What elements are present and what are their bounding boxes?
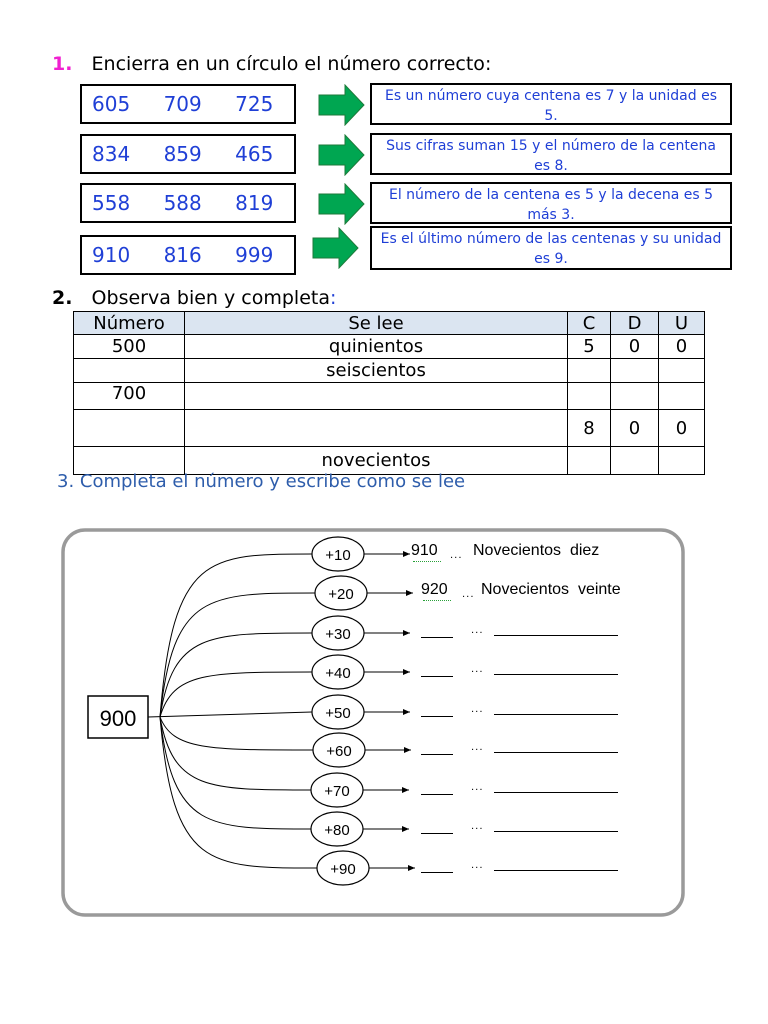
number-blank[interactable] — [421, 637, 453, 638]
answer-number: 910 — [411, 542, 438, 559]
clue-box: El número de la centena es 5 y la decena es 5 más 3. — [370, 182, 732, 224]
operation-label: +70 — [324, 783, 350, 800]
question-number: 1. — [52, 53, 73, 75]
dots: ... — [471, 782, 484, 793]
operation-label: +20 — [328, 586, 354, 603]
operation-label: +60 — [326, 743, 352, 760]
branch-line — [148, 712, 312, 717]
spell-underline — [413, 561, 441, 562]
words-blank[interactable] — [494, 870, 618, 871]
words-blank[interactable] — [494, 752, 618, 753]
table-cell: 5 — [568, 335, 611, 359]
question-text: Encierra en un círculo el número correcto — [91, 53, 485, 75]
table-cell: 0 — [659, 410, 705, 447]
words-blank[interactable] — [494, 792, 618, 793]
question-text: Observa bien y completa — [91, 287, 330, 309]
start-number: 900 — [99, 706, 137, 731]
number-blank[interactable] — [421, 872, 453, 873]
words-blank[interactable] — [494, 674, 618, 675]
table-cell: 0 — [611, 410, 659, 447]
number-blank[interactable] — [421, 833, 453, 834]
question-number: 2. — [52, 287, 73, 309]
table-cell: quinientos — [185, 335, 568, 359]
words-blank[interactable] — [494, 831, 618, 832]
table-cell: seiscientos — [185, 359, 568, 383]
clue-box: Es un número cuya centena es 7 y la unidad es 5. — [370, 83, 732, 125]
clue-box: Sus cifras suman 15 y el número de la centena es 8. — [370, 133, 732, 175]
operation-label: +80 — [324, 822, 350, 839]
dots: ... — [471, 704, 484, 715]
operation-label: +50 — [325, 705, 351, 722]
number-blank[interactable] — [421, 794, 453, 795]
question-colon: : — [329, 287, 337, 309]
number-option[interactable]: 465 — [235, 142, 274, 166]
branch-line — [160, 717, 311, 790]
branch-line — [160, 633, 312, 717]
number-option[interactable]: 605 — [92, 92, 131, 116]
number-option[interactable]: 819 — [235, 191, 274, 215]
number-blank[interactable] — [421, 754, 453, 755]
branch-line — [160, 717, 313, 750]
dots: ... — [471, 664, 484, 675]
clue-box: Es el último número de las centenas y su unidad es 9. — [370, 226, 732, 270]
operation-label: +30 — [325, 626, 351, 643]
number-option[interactable]: 999 — [235, 243, 274, 267]
table-cell: 8 — [568, 410, 611, 447]
table-cell: novecientos — [185, 447, 568, 475]
column-header: D — [611, 312, 659, 335]
table-cell: 700 — [74, 383, 185, 410]
number-option[interactable]: 588 — [163, 191, 202, 215]
number-option[interactable]: 859 — [163, 142, 202, 166]
table-cell: 0 — [611, 335, 659, 359]
dots: ... — [471, 860, 484, 871]
column-header: U — [659, 312, 705, 335]
number-option[interactable]: 816 — [163, 243, 202, 267]
table-cell: 0 — [659, 335, 705, 359]
dots: ... — [471, 742, 484, 753]
words-blank[interactable] — [494, 714, 618, 715]
spell-underline — [423, 600, 451, 601]
words-blank[interactable] — [494, 635, 618, 636]
operation-label: +40 — [325, 665, 351, 682]
answer-words: Novecientos diez — [473, 542, 600, 559]
question-3-title: 3. Completa el número y escribe como se lee — [57, 471, 466, 492]
number-option[interactable]: 558 — [92, 191, 131, 215]
branch-line — [160, 672, 312, 717]
number-option[interactable]: 910 — [92, 243, 131, 267]
answer-number: 920 — [421, 581, 448, 598]
column-header: Número — [74, 312, 185, 335]
branch-line — [160, 593, 315, 717]
table-cell: 500 — [74, 335, 185, 359]
operation-label: +10 — [325, 547, 351, 564]
dots: ... — [471, 625, 484, 636]
number-option[interactable]: 709 — [163, 92, 202, 116]
dots: ... — [471, 821, 484, 832]
column-header: Se lee — [185, 312, 568, 335]
branch-line — [160, 717, 317, 868]
column-header: C — [568, 312, 611, 335]
number-option[interactable]: 834 — [92, 142, 131, 166]
operation-label: +90 — [330, 861, 356, 878]
number-blank[interactable] — [421, 716, 453, 717]
dots: ... — [450, 550, 463, 561]
answer-words: Novecientos veinte — [481, 581, 621, 598]
branch-line — [160, 717, 311, 829]
dots: ... — [462, 589, 475, 600]
question-colon: : — [484, 53, 492, 75]
number-blank[interactable] — [421, 676, 453, 677]
number-option[interactable]: 725 — [235, 92, 274, 116]
